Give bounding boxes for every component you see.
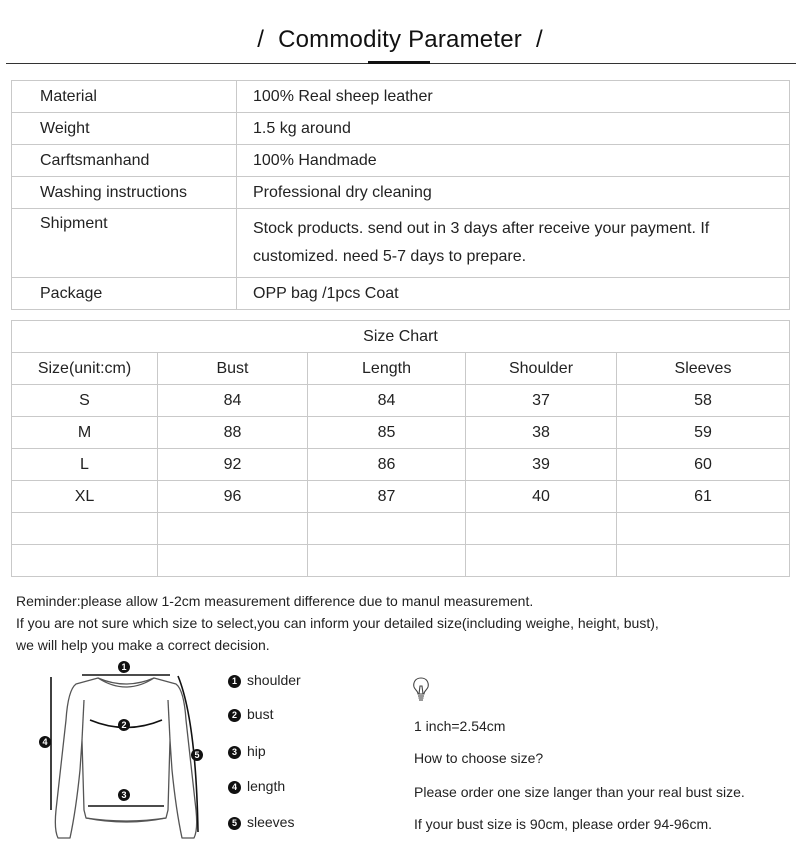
empty-cell [466, 513, 617, 545]
empty-cell [617, 513, 790, 545]
empty-cell [617, 545, 790, 577]
table-row [12, 209, 790, 278]
param-value: 1.5 kg around [237, 113, 790, 145]
empty-row [12, 513, 790, 545]
size-chart-title-row [12, 321, 790, 353]
measure-lines [51, 675, 198, 832]
param-key: Washing instructions [12, 177, 237, 209]
marker-label: 5 [194, 750, 200, 760]
advice-text: If your bust size is 90cm, please order 94-96cm. [414, 816, 713, 832]
size-cell: 40 [466, 481, 617, 513]
size-cell: 92 [158, 449, 308, 481]
garment-measurement-diagram [36, 660, 216, 845]
empty-cell [466, 545, 617, 577]
param-key: Carftsmanhand [12, 145, 237, 177]
empty-cell [158, 513, 308, 545]
param-key: Shipment [12, 209, 237, 278]
table-row [12, 481, 790, 513]
size-cell: 84 [308, 385, 466, 417]
column-header: Size(unit:cm) [12, 353, 158, 385]
size-cell: 96 [158, 481, 308, 513]
size-cell: 60 [617, 449, 790, 481]
size-cell: 38 [466, 417, 617, 449]
size-cell: 86 [308, 449, 466, 481]
marker-5-icon [191, 749, 203, 761]
param-key: Package [12, 278, 237, 310]
size-cell: 59 [617, 417, 790, 449]
legend-label: sleeves [247, 814, 295, 830]
legend-item [228, 814, 294, 834]
title-text: Commodity Parameter [278, 26, 522, 53]
legend-item [228, 743, 266, 763]
size-cell: S [12, 385, 158, 417]
table-row [12, 145, 790, 177]
title-slash-left: / [257, 26, 265, 53]
size-cell: 37 [466, 385, 617, 417]
conversion-text: 1 inch=2.54cm [414, 718, 506, 734]
param-key: Material [12, 81, 237, 113]
legend-item [228, 778, 285, 798]
param-key: Weight [12, 113, 237, 145]
empty-cell [12, 545, 158, 577]
table-row [12, 417, 790, 449]
legend-label: bust [247, 706, 274, 722]
param-value: Professional dry cleaning [237, 177, 790, 209]
table-row [12, 177, 790, 209]
empty-cell [12, 513, 158, 545]
page-title [0, 26, 800, 54]
marker-label: 4 [42, 737, 48, 747]
marker-label: 2 [121, 720, 127, 730]
reminder-text [16, 590, 659, 656]
size-cell: XL [12, 481, 158, 513]
size-cell: 61 [617, 481, 790, 513]
parameter-table [11, 80, 790, 310]
param-value-line: Stock products. send out in 3 days after receive your payment. If [253, 220, 710, 237]
size-cell: 87 [308, 481, 466, 513]
number-3-icon: 3 [228, 746, 241, 759]
marker-label: 3 [121, 790, 127, 800]
empty-cell [308, 513, 466, 545]
param-value: 100% Handmade [237, 145, 790, 177]
table-row [12, 81, 790, 113]
title-slash-right: / [535, 26, 543, 53]
size-cell: 88 [158, 417, 308, 449]
empty-cell [158, 545, 308, 577]
legend-label: length [247, 778, 286, 794]
column-header: Sleeves [617, 353, 790, 385]
size-cell: M [12, 417, 158, 449]
legend-item [228, 706, 273, 726]
header-divider-accent [368, 61, 430, 64]
size-cell: 85 [308, 417, 466, 449]
diagram-markers [39, 661, 203, 801]
column-header: Length [308, 353, 466, 385]
advice-text: Please order one size langer than your real bust size. [414, 784, 745, 800]
lightbulb-icon [410, 676, 432, 702]
size-chart-title: Size Chart [12, 321, 790, 353]
marker-label: 1 [121, 662, 127, 672]
param-value-line: customized. need 5-7 days to prepare. [253, 248, 527, 265]
reminder-line: If you are not sure which size to select,you can inform your detailed size(including weighe, height, bust), [16, 615, 659, 631]
table-row [12, 449, 790, 481]
column-header: Shoulder [466, 353, 617, 385]
legend-item [228, 672, 301, 692]
table-row [12, 278, 790, 310]
column-header: Bust [158, 353, 308, 385]
size-cell: 84 [158, 385, 308, 417]
size-chart-header-row [12, 353, 790, 385]
number-5-icon: 5 [228, 817, 241, 830]
marker-2-icon [118, 719, 130, 731]
size-chart-table [11, 320, 790, 577]
legend-label: shoulder [247, 672, 301, 688]
legend-label: hip [247, 743, 266, 759]
reminder-line: Reminder:please allow 1-2cm measurement difference due to manul measurement. [16, 593, 534, 609]
table-row [12, 113, 790, 145]
number-2-icon: 2 [228, 709, 241, 722]
param-value: 100% Real sheep leather [237, 81, 790, 113]
empty-cell [308, 545, 466, 577]
size-cell: 39 [466, 449, 617, 481]
size-cell: 58 [617, 385, 790, 417]
marker-3-icon [118, 789, 130, 801]
reminder-line: we will help you make a correct decision. [16, 637, 270, 653]
how-to-choose-heading: How to choose size? [414, 750, 544, 766]
param-value: OPP bag /1pcs Coat [237, 278, 790, 310]
number-4-icon: 4 [228, 781, 241, 794]
table-row [12, 385, 790, 417]
number-1-icon: 1 [228, 675, 241, 688]
marker-4-icon [39, 736, 51, 748]
header [0, 0, 800, 70]
empty-row [12, 545, 790, 577]
size-cell: L [12, 449, 158, 481]
param-value [237, 209, 790, 278]
coat-outline [55, 678, 196, 838]
marker-1-icon [118, 661, 130, 673]
